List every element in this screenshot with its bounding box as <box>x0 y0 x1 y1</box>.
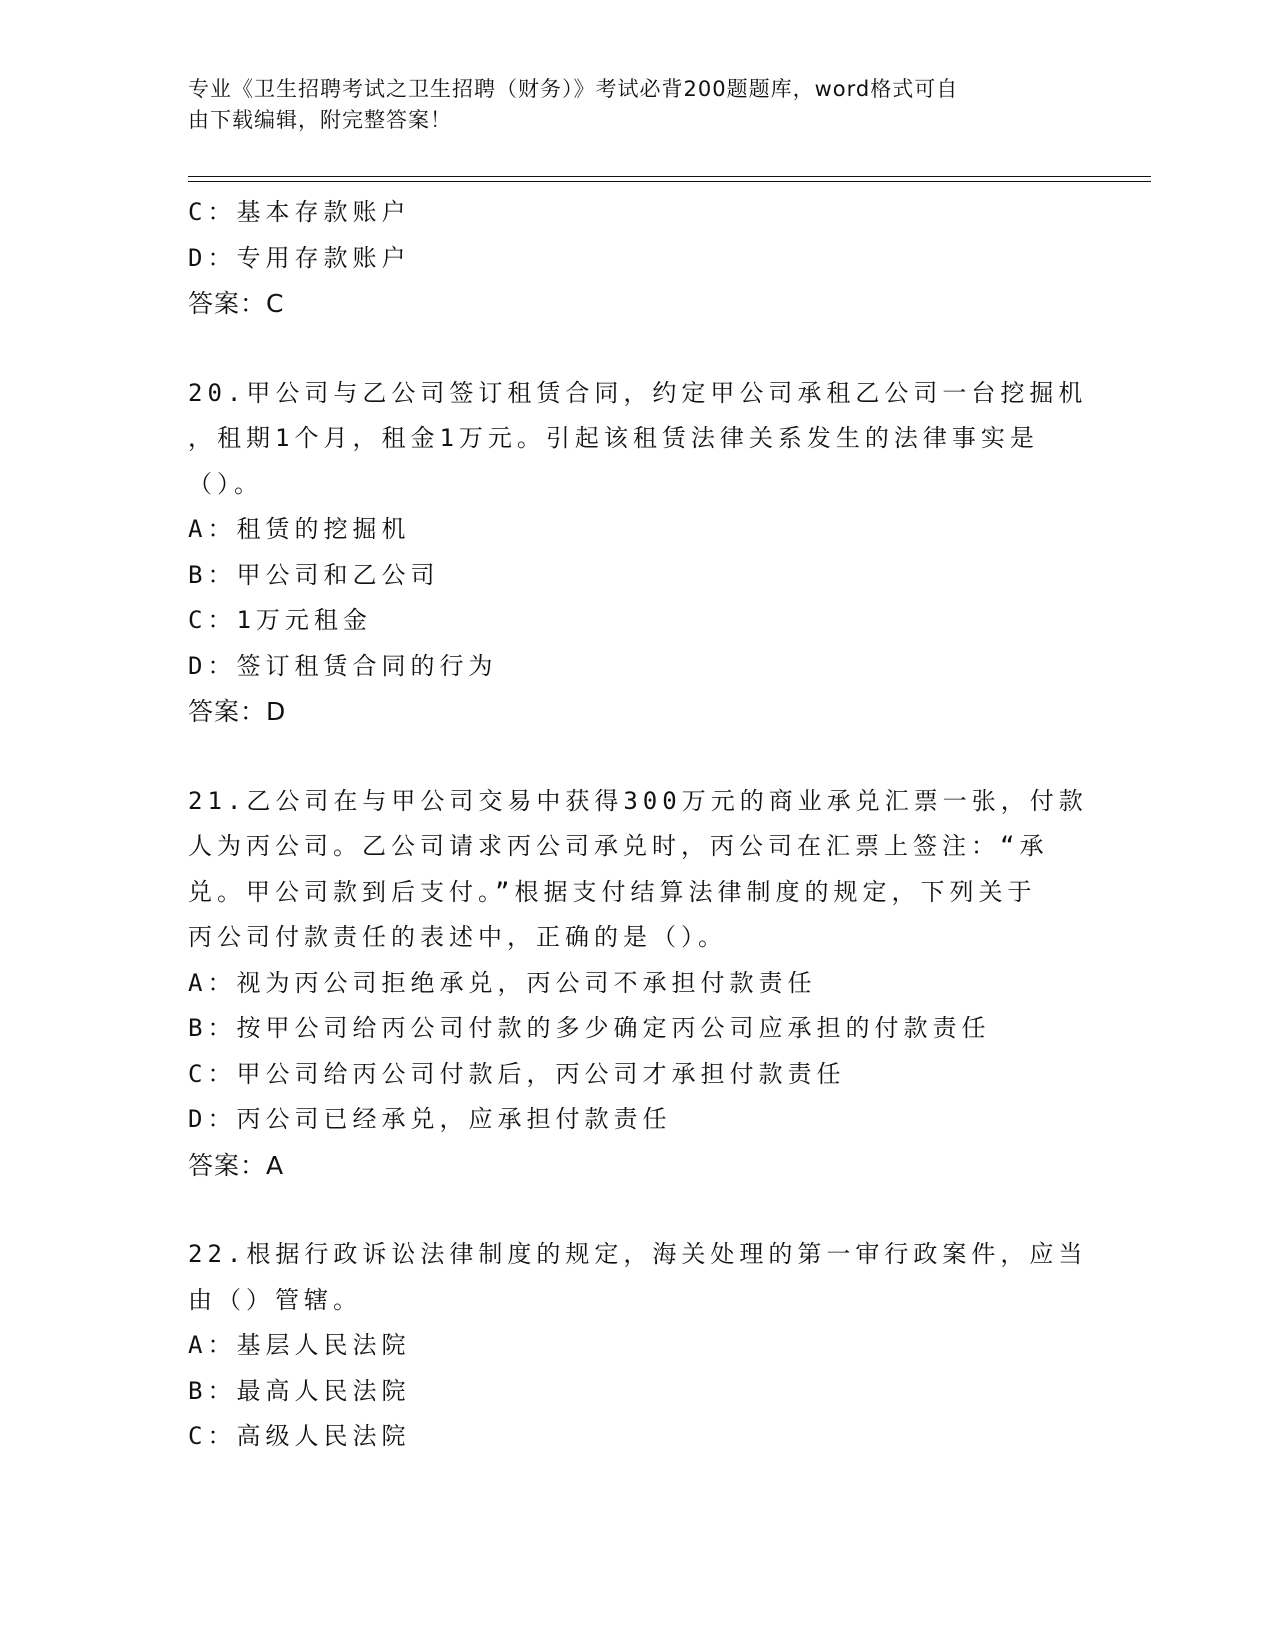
option-c: C：1万元租金 <box>188 606 372 634</box>
question-19-tail <box>188 190 1088 327</box>
question-stem-line: （）。 <box>188 469 263 498</box>
question-21 <box>188 779 1088 1189</box>
option-c: C：基本存款账户 <box>188 198 411 226</box>
question-stem-line: 人为丙公司。乙公司请求丙公司承兑时，丙公司在汇票上签注：“承 <box>188 832 1049 860</box>
question-22 <box>188 1232 1088 1460</box>
option-c: C：高级人民法院 <box>188 1422 411 1450</box>
question-spacer <box>188 1188 1088 1232</box>
option-d: D：丙公司已经承兑，应承担付款责任 <box>188 1105 672 1133</box>
option-b: B：按甲公司给丙公司付款的多少确定丙公司应承担的付款责任 <box>188 1014 991 1042</box>
question-stem-line: 由（）管辖。 <box>188 1285 362 1314</box>
question-stem-line: 兑。甲公司款到后支付。”根据支付结算法律制度的规定，下列关于 <box>188 877 1037 906</box>
answer-line: 答案：A <box>188 1150 285 1180</box>
answer-line: 答案：D <box>188 697 287 726</box>
option-a: A：租赁的挖掘机 <box>188 515 411 543</box>
question-stem-line: 20.甲公司与乙公司签订租赁合同，约定甲公司承租乙公司一台挖掘机 <box>188 378 1088 407</box>
question-stem-line: 丙公司付款责任的表述中，正确的是（）。 <box>188 923 727 951</box>
question-stem-line: 22.根据行政诉讼法律制度的规定，海关处理的第一审行政案件，应当 <box>188 1240 1088 1268</box>
question-list <box>188 190 1088 1460</box>
question-stem-line: ，租期1个月，租金1万元。引起该租赁法律关系发生的法律事实是 <box>188 424 1039 452</box>
header-line-1: 专业《卫生招聘考试之卫生招聘（财务）》考试必背200题题库，word格式可自 <box>188 77 959 101</box>
document-header <box>188 74 1068 136</box>
answer-line: 答案：C <box>188 289 285 318</box>
option-b: B：甲公司和乙公司 <box>188 560 440 589</box>
question-stem-line: 21.乙公司在与甲公司交易中获得300万元的商业承兑汇票一张，付款 <box>188 786 1088 815</box>
header-divider-bottom <box>188 181 1151 182</box>
question-20 <box>188 371 1088 735</box>
question-spacer <box>188 735 1088 779</box>
option-d: D：专用存款账户 <box>188 243 411 272</box>
option-c: C：甲公司给丙公司付款后，丙公司才承担付款责任 <box>188 1059 846 1088</box>
option-a: A：基层人民法院 <box>188 1331 411 1359</box>
header-line-2: 由下载编辑，附完整答案！ <box>188 108 452 132</box>
question-spacer <box>188 327 1088 371</box>
option-a: A：视为丙公司拒绝承兑，丙公司不承担付款责任 <box>188 968 817 997</box>
option-b: B：最高人民法院 <box>188 1376 411 1405</box>
option-d: D：签订租赁合同的行为 <box>188 651 498 680</box>
header-divider-top <box>188 176 1151 177</box>
